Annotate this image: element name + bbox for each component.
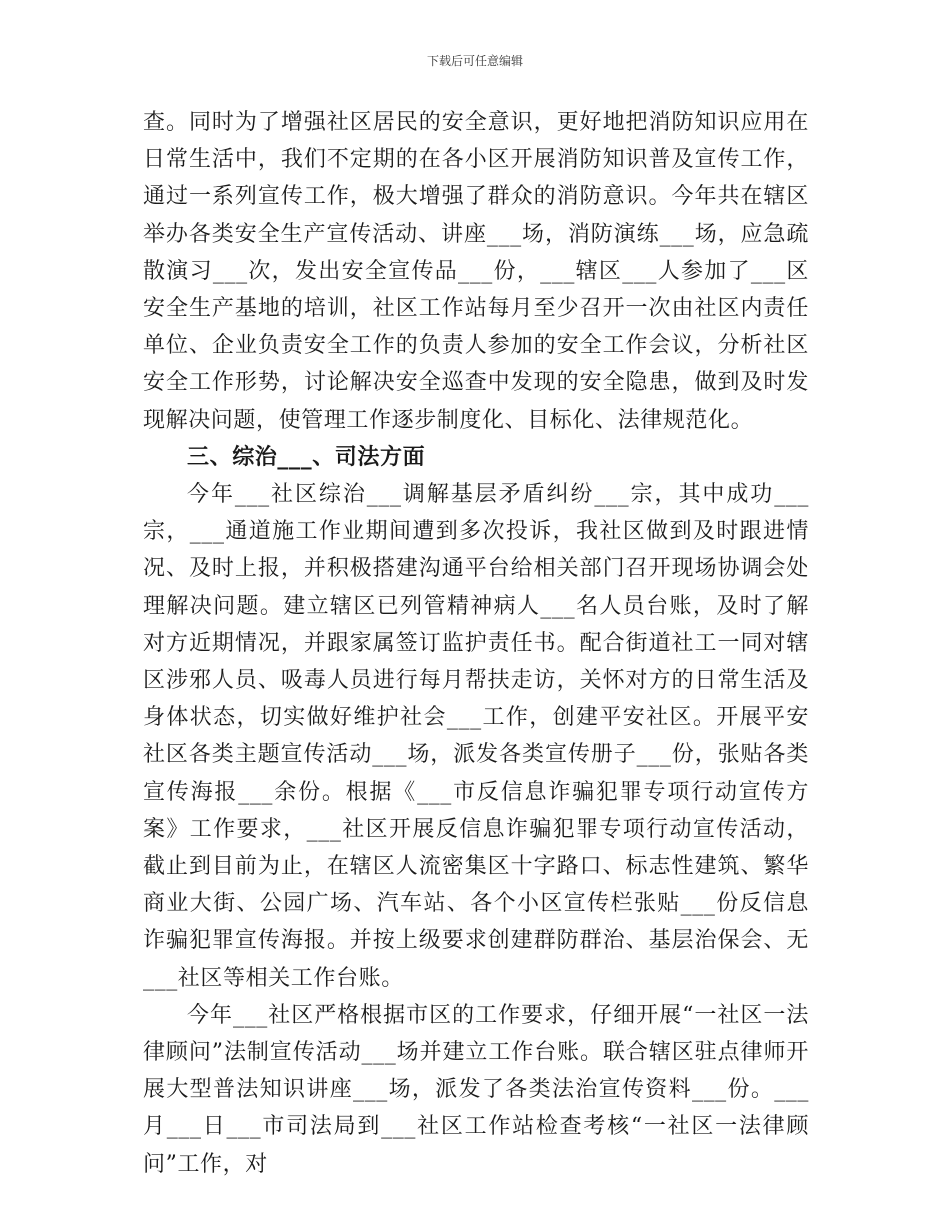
document-body (143, 104, 809, 1183)
section-heading-comprehensive-governance: 三、综治___、司法方面 (187, 444, 426, 470)
body-paragraph-safety-promotion: 查。同时为了增强社区居民的安全意识，更好地把消防知识应用在日常生活中，我们不定期的在各小区开展消防知识普及宣传工作，通过一系列宣传工作，极大增强了群众的消防意识。今年共在辖区举办各类安全生产宣传活动、讲座___场，消防演练___场，应急疏散演习___次，发出安全宣传品___份，___辖区___人参加了___区安全生产基地的培训，社区工作站每月至少召开一次由社区内责任单位、企业负责安全工作的负责人参加的安全工作会议，分析社区安全工作形势，讨论解决安全巡查中发现的安全隐患，做到及时发现解决问题，使管理工作逐步制度化、目标化、法律规范化。 (143, 110, 809, 433)
body-paragraph-dispute-mediation: 今年___社区综治___调解基层矛盾纠纷___宗，其中成功___宗，___通道施工作业期间遭到多次投诉，我社区做到及时跟进情况、及时上报，并积极搭建沟通平台给相关部门召开现场协调会处理解决问题。建立辖区已列管精神病人___名人员台账，及时了解对方近期情况，并跟家属签订监护责任书。配合街道社工一同对辖区涉邪人员、吸毒人员进行每月帮扶走访，关怀对方的日常生活及身体状态，切实做好维护社会___工作，创建平安社区。开展平安社区各类主题宣传活动___场，派发各类宣传册子___份，张贴各类宣传海报___余份。根据《___市反信息诈骗犯罪专项行动宣传方案》工作要求，___社区开展反信息诈骗犯罪专项行动宣传活动，截止到目前为止，在辖区人流密集区十字路口、标志性建筑、繁华商业大街、公园广场、汽车站、各个小区宣传栏张贴___份反信息诈骗犯罪宣传海报。并按上级要求创建群防群治、基层治保会、无___社区等相关工作台账。 (143, 482, 809, 991)
page-header: 下载后可任意编辑 (426, 54, 523, 68)
body-paragraph-legal-advisor: 今年___社区严格根据市区的工作要求，仔细开展“一社区一法律顾问”法制宣传活动___场并建立工作台账。联合辖区驻点律师开展大型普法知识讲座___场，派发了各类法治宣传资料___份。___月___日___市司法局到___社区工作站检查考核“一社区一法律顾问”工作，对 (143, 1002, 809, 1177)
